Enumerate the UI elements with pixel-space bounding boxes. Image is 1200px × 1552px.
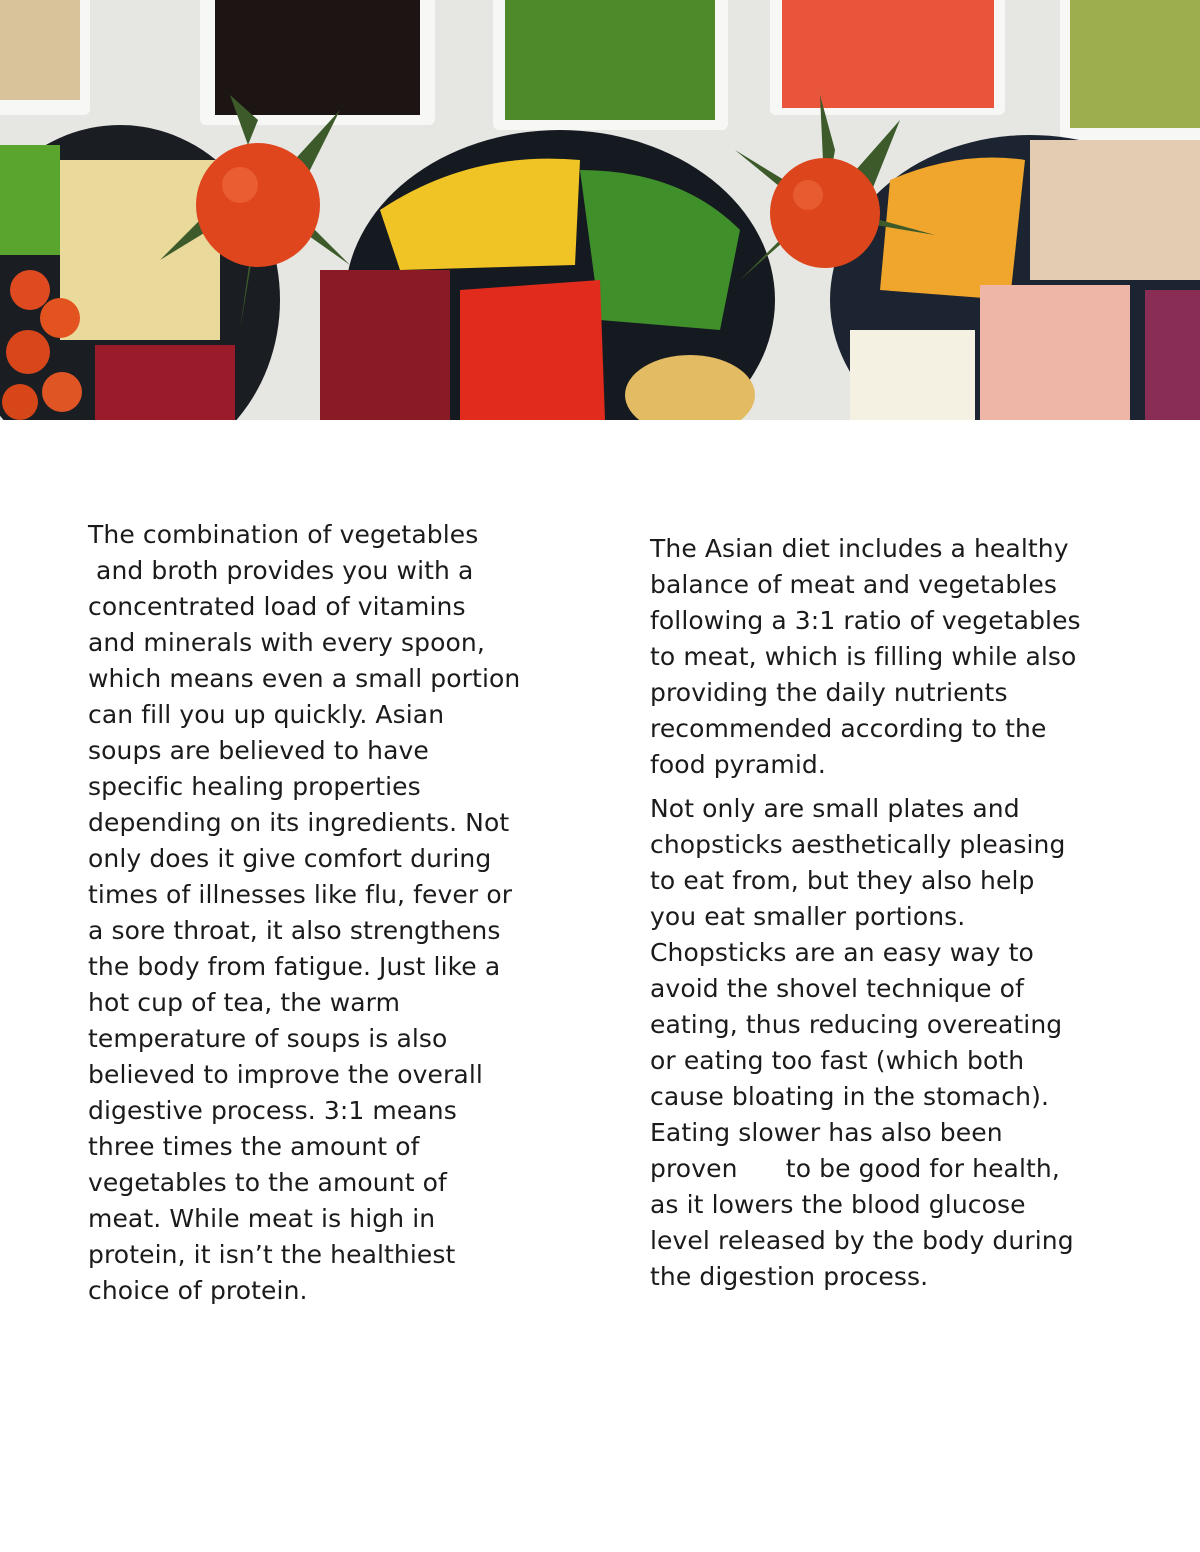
text-line: and minerals with every spoon, — [88, 628, 485, 657]
text-line: you eat smaller portions. — [650, 902, 966, 931]
text-line: balance of meat and vegetables — [650, 570, 1057, 599]
right-paragraph-diet — [650, 531, 1110, 783]
text-line: and broth provides you with a — [88, 556, 474, 585]
text-line: depending on its ingredients. Not — [88, 808, 510, 837]
text-line: soups are believed to have — [88, 736, 429, 765]
text-line: choice of protein. — [88, 1276, 308, 1305]
text-line: digestive process. 3:1 means — [88, 1096, 457, 1125]
text-line: specific healing properties — [88, 772, 421, 801]
text-line: The combination of vegetables — [88, 520, 479, 549]
text-line: to eat from, but they also help — [650, 866, 1035, 895]
text-line: meat. While meat is high in — [88, 1204, 436, 1233]
text-line: providing the daily nutrients — [650, 678, 1008, 707]
text-line: the body from fatigue. Just like a — [88, 952, 501, 981]
text-line: only does it give comfort during — [88, 844, 492, 873]
text-line: believed to improve the overall — [88, 1060, 483, 1089]
text-line: the digestion process. — [650, 1262, 929, 1291]
text-line: level released by the body during — [650, 1226, 1074, 1255]
text-line: chopsticks aesthetically pleasing — [650, 830, 1066, 859]
text-line: cause bloating in the stomach). — [650, 1082, 1049, 1111]
text-line: which means even a small portion — [88, 664, 521, 693]
text-line: a sore throat, it also strengthens — [88, 916, 501, 945]
text-line: to meat, which is filling while also — [650, 642, 1077, 671]
text-line: as it lowers the blood glucose — [650, 1190, 1026, 1219]
text-line: The Asian diet includes a healthy — [650, 534, 1069, 563]
text-line: Eating slower has also been — [650, 1118, 1003, 1147]
right-paragraph-chopsticks — [650, 791, 1110, 1295]
text-line: Not only are small plates and — [650, 794, 1020, 823]
text-line: temperature of soups is also — [88, 1024, 448, 1053]
text-line: vegetables to the amount of — [88, 1168, 447, 1197]
text-line: hot cup of tea, the warm — [88, 988, 401, 1017]
text-line: protein, it isn’t the healthiest — [88, 1240, 456, 1269]
hero-food-photo — [0, 0, 1200, 420]
left-paragraph — [88, 517, 548, 1309]
text-line: following a 3:1 ratio of vegetables — [650, 606, 1081, 635]
text-line: food pyramid. — [650, 750, 826, 779]
text-line: recommended according to the — [650, 714, 1047, 743]
text-line: times of illnesses like flu, fever or — [88, 880, 513, 909]
text-line: or eating too fast (which both — [650, 1046, 1025, 1075]
text-line: can fill you up quickly. Asian — [88, 700, 445, 729]
text-line: eating, thus reducing overeating — [650, 1010, 1063, 1039]
text-line: three times the amount of — [88, 1132, 420, 1161]
salad-bar-illustration — [0, 0, 1200, 420]
text-line: avoid the shovel technique of — [650, 974, 1024, 1003]
text-line: proven to be good for health, — [650, 1154, 1060, 1183]
left-text-column — [88, 517, 548, 1309]
text-line: Chopsticks are an easy way to — [650, 938, 1034, 967]
right-text-column — [650, 531, 1110, 1295]
text-line: concentrated load of vitamins — [88, 592, 466, 621]
